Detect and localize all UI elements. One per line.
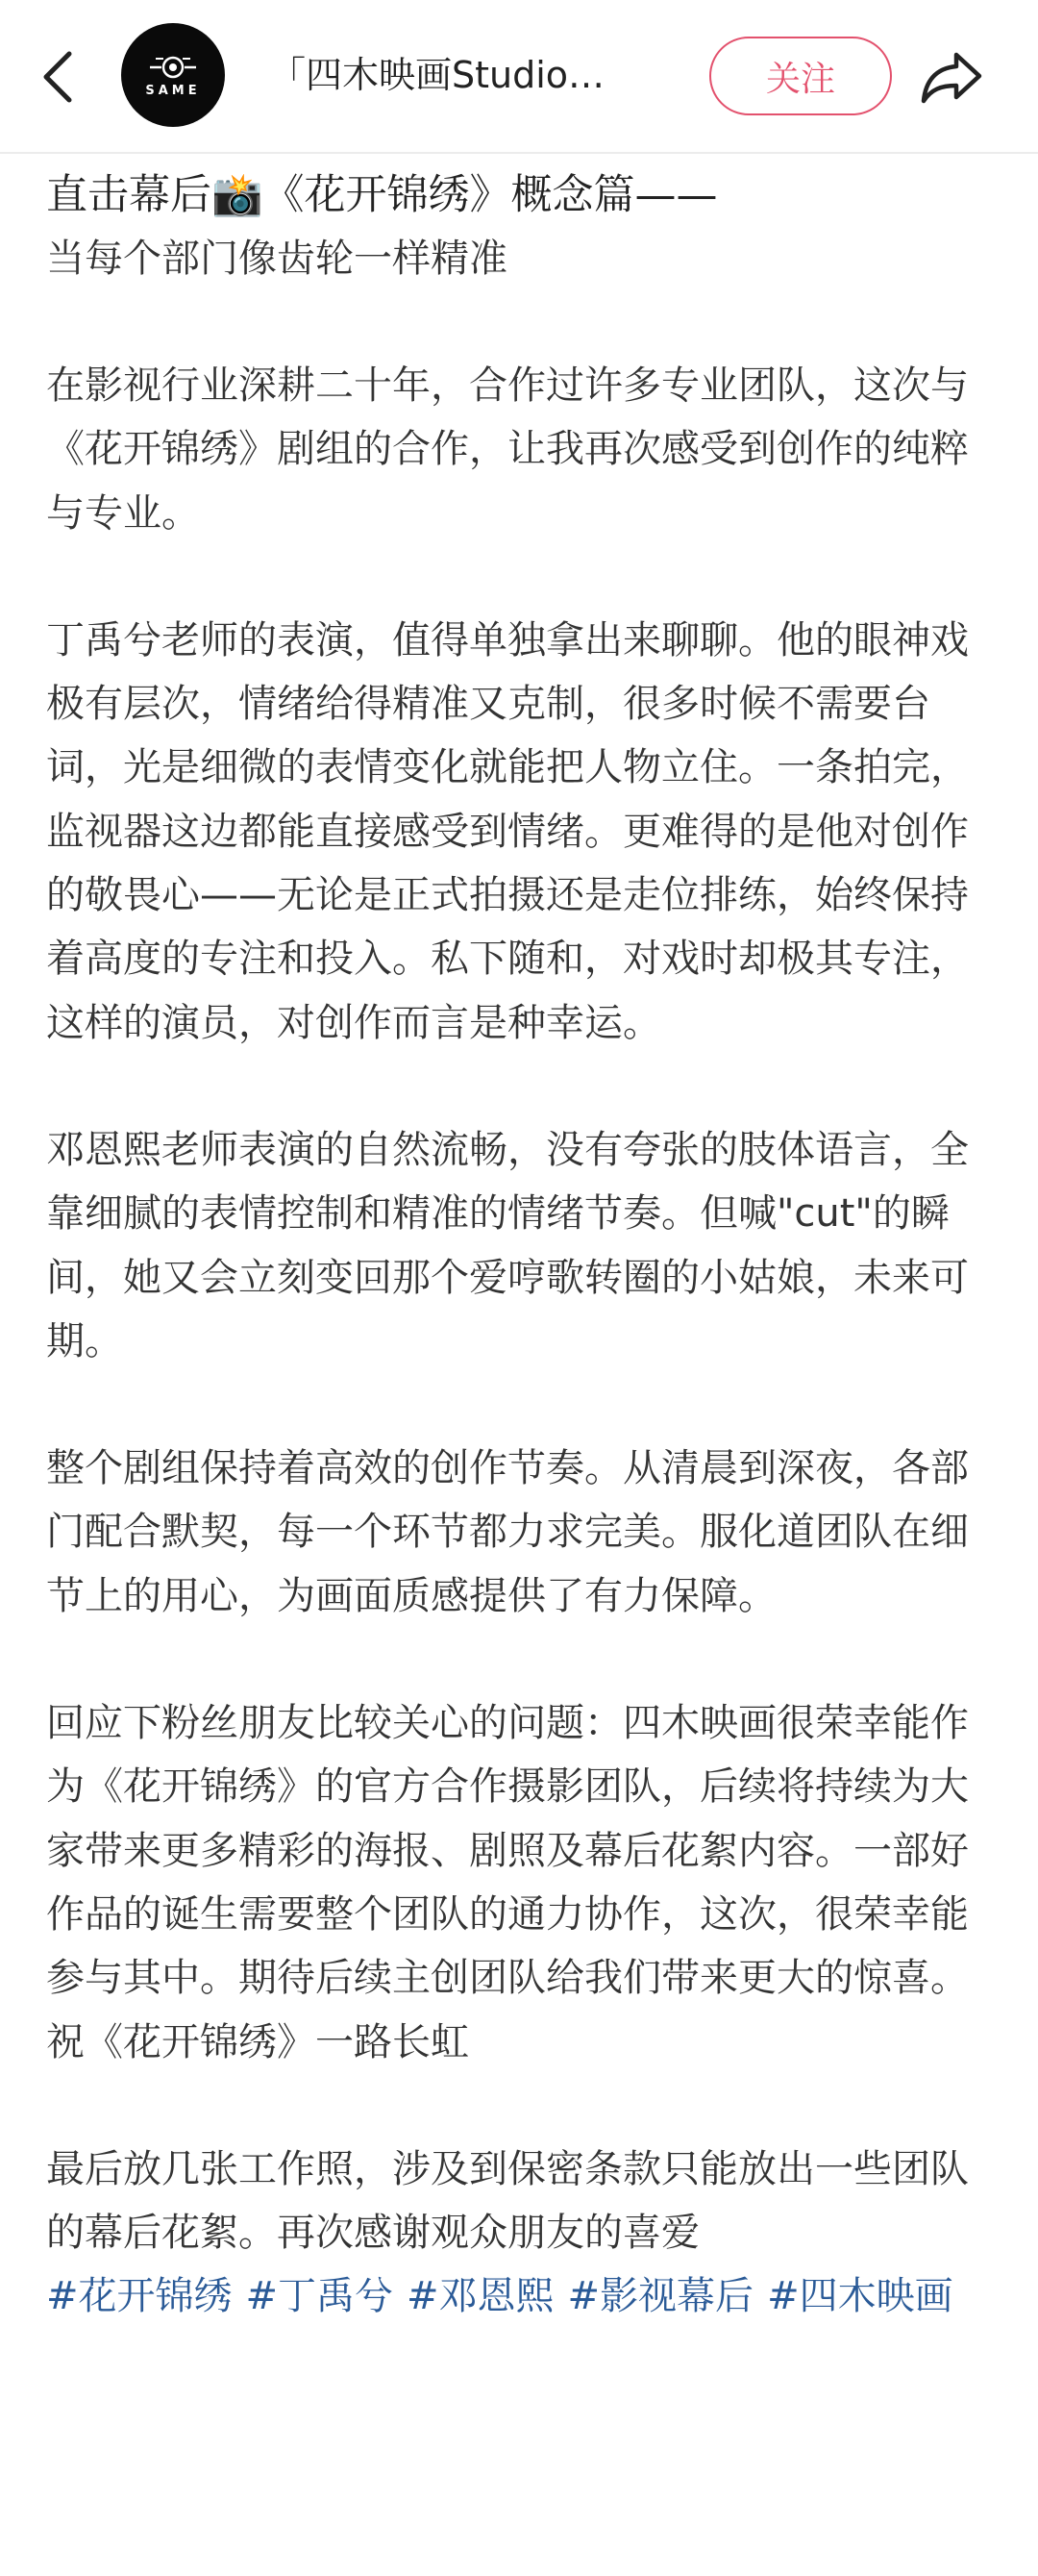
hashtag-list <box>46 2264 983 2328</box>
post-subtitle: 当每个部门像齿轮一样精准 <box>46 237 507 281</box>
follow-button[interactable]: 关注 <box>709 37 892 115</box>
post-title: 直击幕后📸《花开锦绣》概念篇—— <box>46 171 718 219</box>
paragraph-response: 回应下粉丝朋友比较关心的问题：四木映画很荣幸能作为《花开锦绣》的官方合作摄影团队，后续将持续为大家带来更多精彩的海报、剧照及幕后花絮内容。一部好作品的诞生需要整个团队的通力协作，这次，很荣幸能参与其中。期待后续主创团队给我们带来更大的惊喜。祝《花开锦绣》一路长虹 <box>46 1701 969 2064</box>
hashtag-link[interactable]: #花开锦绣 <box>46 2274 233 2319</box>
paragraph-crew: 整个剧组保持着高效的创作节奏。从清晨到深夜，各部门配合默契，每一个环节都力求完美。服化道团队在细节上的用心，为画面质感提供了有力保障。 <box>46 1446 969 1618</box>
avatar[interactable] <box>121 23 225 127</box>
back-button[interactable] <box>29 38 86 115</box>
chevron-left-icon <box>38 48 77 106</box>
camera-logo-icon <box>148 53 198 82</box>
hashtag-link[interactable]: #四木映画 <box>767 2274 953 2319</box>
paragraph-intro: 在影视行业深耕二十年，合作过许多专业团队，这次与《花开锦绣》剧组的合作，让我再次感受到创作的纯粹与专业。 <box>46 363 969 536</box>
hashtag-link[interactable]: #影视幕后 <box>567 2274 754 2319</box>
paragraph-closing: 最后放几张工作照，涉及到保密条款只能放出一些团队的幕后花絮。再次感谢观众朋友的喜爱 <box>46 2146 969 2256</box>
share-button[interactable] <box>913 38 990 115</box>
share-arrow-icon <box>920 49 983 105</box>
header-title[interactable]: 「四木映画Studio… <box>269 54 606 96</box>
paragraph-actor: 丁禹兮老师的表演，值得单独拿出来聊聊。他的眼神戏极有层次，情绪给得精准又克制，很多时候不需要台词，光是细微的表情变化就能把人物立住。一条拍完，监视器这边都能直接感受到情绪。更难得的是他对创作的敬畏心——无论是正式拍摄还是走位排练，始终保持着高度的专注和投入。私下随和，对戏时却极其专注，这样的演员，对创作而言是种幸运。 <box>46 617 969 1045</box>
hashtag-link[interactable]: #邓恩熙 <box>407 2274 555 2319</box>
top-bar <box>0 0 1038 154</box>
paragraph-actress: 邓恩熙老师表演的自然流畅，没有夸张的肢体语言，全靠细腻的表情控制和精准的情绪节奏。但喊"cut"的瞬间，她又会立刻变回那个爱哼歌转圈的小姑娘，未来可期。 <box>46 1127 969 1363</box>
avatar-logo-text: SAME <box>145 83 201 98</box>
post-body <box>46 163 983 2328</box>
hashtag-link[interactable]: #丁禹兮 <box>245 2274 394 2319</box>
